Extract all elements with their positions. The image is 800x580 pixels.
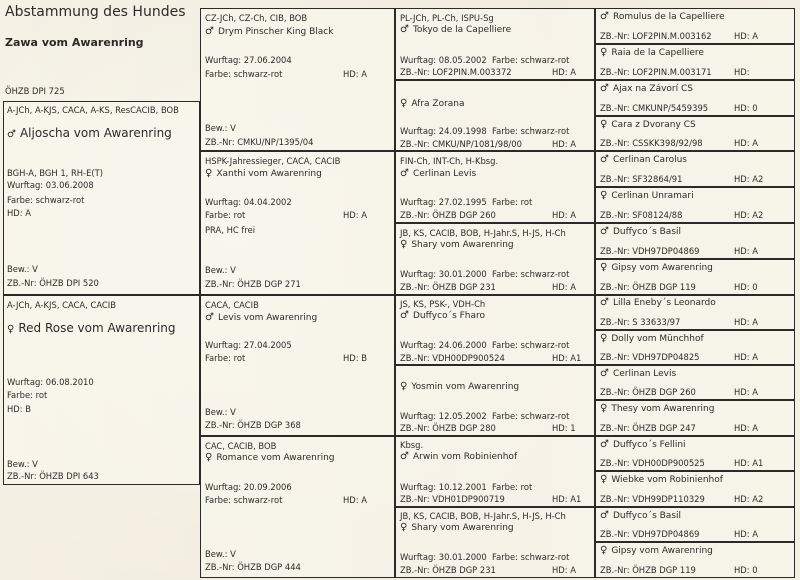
registration-number: ZB.-Nr: VDH00DP900525 [600, 458, 705, 468]
ancestor-name: ♀ Cerlinan Unramari [600, 190, 694, 201]
hd-score: HD: A [734, 387, 758, 397]
parent-sire-cell [3, 101, 200, 295]
hd-score: HD: A [734, 138, 758, 148]
registration-number: ZB.-Nr: LOF2PIN.M.003162 [600, 31, 712, 41]
male-icon: ♂ [600, 368, 609, 379]
hd-score: HD: A2 [734, 494, 764, 504]
dog-name: Zawa vom Awarenring [5, 36, 144, 49]
ancestor-cell-16 [595, 542, 795, 578]
registration-number: ZB.-Nr: ÖHZB DGP 119 [600, 565, 696, 575]
female-icon: ♀ [205, 452, 213, 463]
registration-number: ZB.-Nr: ÖHZB DGP 280 [400, 423, 496, 433]
male-icon: ♂ [600, 83, 609, 94]
stud-book-number: ÖHZB DPI 725 [5, 86, 65, 96]
registration-number: ZB.-Nr: ÖHZB DGP 119 [600, 282, 696, 292]
ancestor-name: ♂ Duffyco´s Fellini [600, 439, 686, 450]
registration-number: ZB.-Nr: LOF2PIN.M.003372 [400, 67, 512, 77]
female-icon: ♀ [600, 403, 608, 414]
male-icon: ♂ [600, 11, 609, 22]
page-title: Abstammung des Hundes [5, 4, 186, 20]
great-grandparent-cell-6 [395, 365, 595, 436]
ancestor-cell-3 [595, 80, 795, 116]
dam-name: ♀ Red Rose vom Awarenring [7, 321, 176, 335]
registration-number: ZB.-Nr: ÖHZB DGP 271 [205, 279, 301, 289]
ancestor-name: ♀ Gipsy vom Awarenring [600, 545, 713, 556]
whelp-date-color: Wurftag: 08.05.2002 Farbe: schwarz-rot [400, 55, 570, 65]
hd-score: HD: A [552, 210, 576, 220]
color: Farbe: schwarz-rot [205, 495, 283, 505]
ancestor-name: ♂ Duffyco´s Basil [600, 510, 682, 521]
hd-score: HD: A [552, 282, 576, 292]
ancestor-name: ♂ Tokyo de la Capelliere [400, 24, 512, 35]
registration-number: ZB.-Nr: CMKUNP/5459395 [600, 103, 709, 113]
whelp-date: Wurftag: 27.04.2005 [205, 340, 292, 350]
male-icon: ♂ [7, 129, 16, 140]
whelp-date: Wurftag: 20.09.2006 [205, 482, 292, 492]
health-tests: BGH-A, BGH 1, RH-E(T) [7, 168, 104, 178]
color: Farbe: schwarz-rot [7, 195, 85, 205]
ancestor-name: ♂ Cerlinan Levis [600, 368, 677, 379]
registration-number: ZB.-Nr: VDH97DP04869 [600, 246, 700, 256]
registration-number: ZB.-Nr: CSSKK398/92/98 [600, 138, 703, 148]
hd-score: HD: A1 [552, 353, 582, 363]
registration-number: ZB.-Nr: S 33633/97 [600, 317, 681, 327]
color: Farbe: rot [205, 353, 246, 363]
ancestor-name: ♀ Gipsy vom Awarenring [600, 262, 713, 273]
registration-number: ZB.-Nr: ÖHZB DGP 368 [205, 420, 301, 430]
male-icon: ♂ [600, 510, 609, 521]
ancestor-cell-14 [595, 471, 795, 507]
registration-number: ZB.-Nr: VDH00DP900524 [400, 353, 505, 363]
hd-score: HD: A [7, 208, 31, 218]
male-icon: ♂ [400, 168, 409, 179]
registration-number: ZB.-Nr: ÖHZB DGP 260 [600, 387, 696, 397]
grandparent-cell-3 [200, 295, 395, 436]
ancestor-cell-12 [595, 400, 795, 436]
male-icon: ♂ [600, 439, 609, 450]
hd-score: HD: A [734, 317, 758, 327]
female-icon: ♀ [600, 545, 608, 556]
hd-score: HD: A [734, 31, 758, 41]
registration-number: ZB.-Nr: ÖHZB DPI 643 [7, 471, 99, 481]
rating: Bew.: V [7, 459, 38, 469]
hd-score: HD: A [734, 352, 758, 362]
grandparent-cell-4 [200, 436, 395, 578]
rating: Bew.: V [205, 123, 236, 133]
titles: CAC, CACIB, BOB [205, 441, 277, 451]
hd-score: HD: B [7, 404, 31, 414]
ancestor-name: ♂ Duffyco´s Fharo [400, 310, 486, 321]
titles: JB, KS, CACIB, BOB, H-Jahr.S, H-JS, H-Ch [400, 511, 566, 521]
registration-number: ZB.-Nr: CMKU/NP/1395/04 [205, 137, 314, 147]
grandparent-name: ♂ Levis vom Awarenring [205, 312, 318, 323]
ancestor-name: ♀ Shary vom Awarenring [400, 239, 514, 250]
male-icon: ♂ [600, 226, 609, 237]
ancestor-cell-7 [595, 223, 795, 259]
ancestor-name: ♀ Cara z Dvorany CS [600, 119, 696, 130]
great-grandparent-cell-8 [395, 507, 595, 578]
female-icon: ♀ [400, 239, 408, 250]
rating: Bew.: V [7, 264, 38, 274]
hd-score: HD: 0 [734, 282, 758, 292]
great-grandparent-cell-1 [395, 8, 595, 80]
ancestor-name: ♀ Raia de la Capelliere [600, 47, 704, 58]
great-grandparent-cell-2 [395, 80, 595, 151]
registration-number: ZB.-Nr: SF08124/88 [600, 210, 683, 220]
ancestor-name: ♂ Duffyco´s Basil [600, 226, 682, 237]
titles: JS, KS, PSK-, VDH-Ch [400, 299, 486, 309]
registration-number: ZB.-Nr: SF32864/91 [600, 174, 683, 184]
hd-score: HD: A [552, 139, 576, 149]
whelp-date: Wurftag: 03.06.2008 [7, 180, 94, 190]
ancestor-name: ♀ Dolly vom Münchhof [600, 333, 704, 344]
whelp-date-color: Wurftag: 10.12.2001 Farbe: rot [400, 482, 533, 492]
ancestor-name: ♂ Arwin vom Robinienhof [400, 451, 518, 462]
registration-number: ZB.-Nr: ÖHZB DGP 231 [400, 565, 496, 575]
grandparent-cell-1 [200, 8, 395, 151]
rating: Bew.: V [205, 549, 236, 559]
hd-score: HD: A [343, 495, 367, 505]
female-icon: ♀ [7, 324, 15, 335]
hd-score: HD: A [343, 69, 367, 79]
female-icon: ♀ [205, 168, 213, 179]
female-icon: ♀ [600, 474, 608, 485]
ancestor-cell-15 [595, 507, 795, 542]
registration-number: ZB.-Nr: VDH99DP110329 [600, 494, 705, 504]
female-icon: ♀ [600, 119, 608, 130]
color: Farbe: rot [7, 390, 48, 400]
ancestor-cell-11 [595, 365, 795, 400]
titles: JB, KS, CACIB, BOB, H-Jahr.S, H-JS, H-Ch [400, 228, 566, 238]
ancestor-name: ♀ Shary vom Awarenring [400, 522, 514, 533]
ancestor-name: ♀ Afra Zorana [400, 98, 465, 109]
sire-name: ♂ Aljoscha vom Awarenring [7, 126, 172, 140]
female-icon: ♀ [400, 98, 408, 109]
registration-number: ZB.-Nr: VDH01DP900719 [400, 494, 505, 504]
female-icon: ♀ [600, 333, 608, 344]
hd-score: HD: 1 [552, 423, 576, 433]
whelp-date: Wurftag: 06.08.2010 [7, 377, 94, 387]
male-icon: ♂ [205, 26, 214, 37]
registration-number: ZB.-Nr: ÖHZB DPI 520 [7, 278, 99, 288]
registration-number: ZB.-Nr: VDH97DP04869 [600, 529, 700, 539]
ancestor-cell-13 [595, 436, 795, 471]
titles: A-JCh, A-KJS, CACA, CACIB [7, 300, 116, 310]
titles: A-JCh, A-KJS, CACA, A-KS, ResCACIB, BOB [7, 105, 179, 115]
female-icon: ♀ [400, 381, 408, 392]
male-icon: ♂ [400, 310, 409, 321]
titles: CZ-JCh, CZ-Ch, CIB, BOB [205, 13, 308, 23]
female-icon: ♀ [600, 190, 608, 201]
registration-number: ZB.-Nr: CMKU/NP/1081/98/00 [400, 139, 522, 149]
female-icon: ♀ [600, 262, 608, 273]
ancestor-cell-9 [595, 295, 795, 330]
hd-score: HD: A2 [734, 174, 764, 184]
whelp-date-color: Wurftag: 30.01.2000 Farbe: schwarz-rot [400, 552, 570, 562]
male-icon: ♂ [205, 312, 214, 323]
registration-number: ZB.-Nr: ÖHZB DGP 231 [400, 282, 496, 292]
hd-score: HD: A [734, 423, 758, 433]
ancestor-name: ♀ Yosmin vom Awarenring [400, 381, 520, 392]
whelp-date-color: Wurftag: 27.02.1995 Farbe: rot [400, 197, 533, 207]
female-icon: ♀ [600, 47, 608, 58]
ancestor-name: ♀ Wiebke vom Robinienhof [600, 474, 723, 485]
hd-score: HD: [734, 67, 750, 77]
parent-dam-cell [3, 295, 200, 485]
whelp-date-color: Wurftag: 12.05.2002 Farbe: schwarz-rot [400, 411, 570, 421]
titles: Kbsg. [400, 440, 424, 450]
great-grandparent-cell-7 [395, 436, 595, 507]
great-grandparent-cell-3 [395, 151, 595, 223]
hd-score: HD: A [343, 210, 367, 220]
rating: Bew.: V [205, 265, 236, 275]
hd-score: HD: 0 [734, 103, 758, 113]
titles: FIN-Ch, INT-Ch, H-Kbsg. [400, 156, 499, 166]
ancestor-cell-2 [595, 44, 795, 80]
great-grandparent-cell-4 [395, 223, 595, 295]
whelp-date-color: Wurftag: 24.06.2000 Farbe: schwarz-rot [400, 340, 570, 350]
hd-score: HD: A1 [734, 458, 764, 468]
ancestor-cell-5 [595, 151, 795, 187]
ancestor-cell-4 [595, 116, 795, 151]
titles: CACA, CACIB [205, 300, 259, 310]
male-icon: ♂ [600, 154, 609, 165]
rating: Bew.: V [205, 407, 236, 417]
ancestor-name: ♂ Romulus de la Capelliere [600, 11, 725, 22]
registration-number: ZB.-Nr: ÖHZB DGP 444 [205, 562, 301, 572]
color: Farbe: schwarz-rot [205, 69, 283, 79]
great-grandparent-cell-5 [395, 295, 595, 365]
titles: HSPK-Jahressieger, CACA, CACIB [205, 156, 341, 166]
whelp-date-color: Wurftag: 30.01.2000 Farbe: schwarz-rot [400, 269, 570, 279]
ancestor-name: ♀ Thesy vom Awarenring [600, 403, 715, 414]
grandparent-name: ♀ Xanthi vom Awarenring [205, 168, 322, 179]
ancestor-name: ♂ Cerlinan Levis [400, 168, 477, 179]
hd-score: HD: A [552, 565, 576, 575]
hd-score: HD: 0 [734, 565, 758, 575]
titles: PL-JCh, PL-Ch, ISPU-Sg [400, 13, 494, 23]
whelp-date: Wurftag: 27.06.2004 [205, 55, 292, 65]
color: Farbe: rot [205, 210, 246, 220]
ancestor-name: ♂ Cerlinan Carolus [600, 154, 687, 165]
male-icon: ♂ [400, 24, 409, 35]
registration-number: ZB.-Nr: ÖHZB DGP 247 [600, 423, 696, 433]
grandparent-name: ♀ Romance vom Awarenring [205, 452, 335, 463]
hd-score: HD: A [734, 529, 758, 539]
registration-number: ZB.-Nr: ÖHZB DGP 260 [400, 210, 496, 220]
hd-score: HD: A [552, 67, 576, 77]
female-icon: ♀ [400, 522, 408, 533]
ancestor-name: ♂ Ajax na Závorí CS [600, 83, 693, 94]
whelp-date: Wurftag: 04.04.2002 [205, 197, 292, 207]
ancestor-cell-8 [595, 259, 795, 295]
ancestor-cell-10 [595, 330, 795, 365]
grandparent-name: ♂ Drym Pinscher King Black [205, 26, 334, 37]
grandparent-cell-2 [200, 151, 395, 295]
ancestor-cell-6 [595, 187, 795, 223]
ancestor-name: ♂ Lilla Eneby´s Leonardo [600, 297, 716, 308]
male-icon: ♂ [400, 451, 409, 462]
hd-score: HD: B [343, 353, 367, 363]
ancestor-cell-1 [595, 8, 795, 44]
male-icon: ♂ [600, 297, 609, 308]
health-tests: PRA, HC frei [205, 225, 256, 235]
hd-score: HD: A2 [734, 210, 764, 220]
registration-number: ZB.-Nr: LOF2PIN.M.003171 [600, 67, 712, 77]
registration-number: ZB.-Nr: VDH97DP04825 [600, 352, 700, 362]
hd-score: HD: A1 [552, 494, 582, 504]
hd-score: HD: A [734, 246, 758, 256]
whelp-date-color: Wurftag: 24.09.1998 Farbe: schwarz-rot [400, 126, 570, 136]
